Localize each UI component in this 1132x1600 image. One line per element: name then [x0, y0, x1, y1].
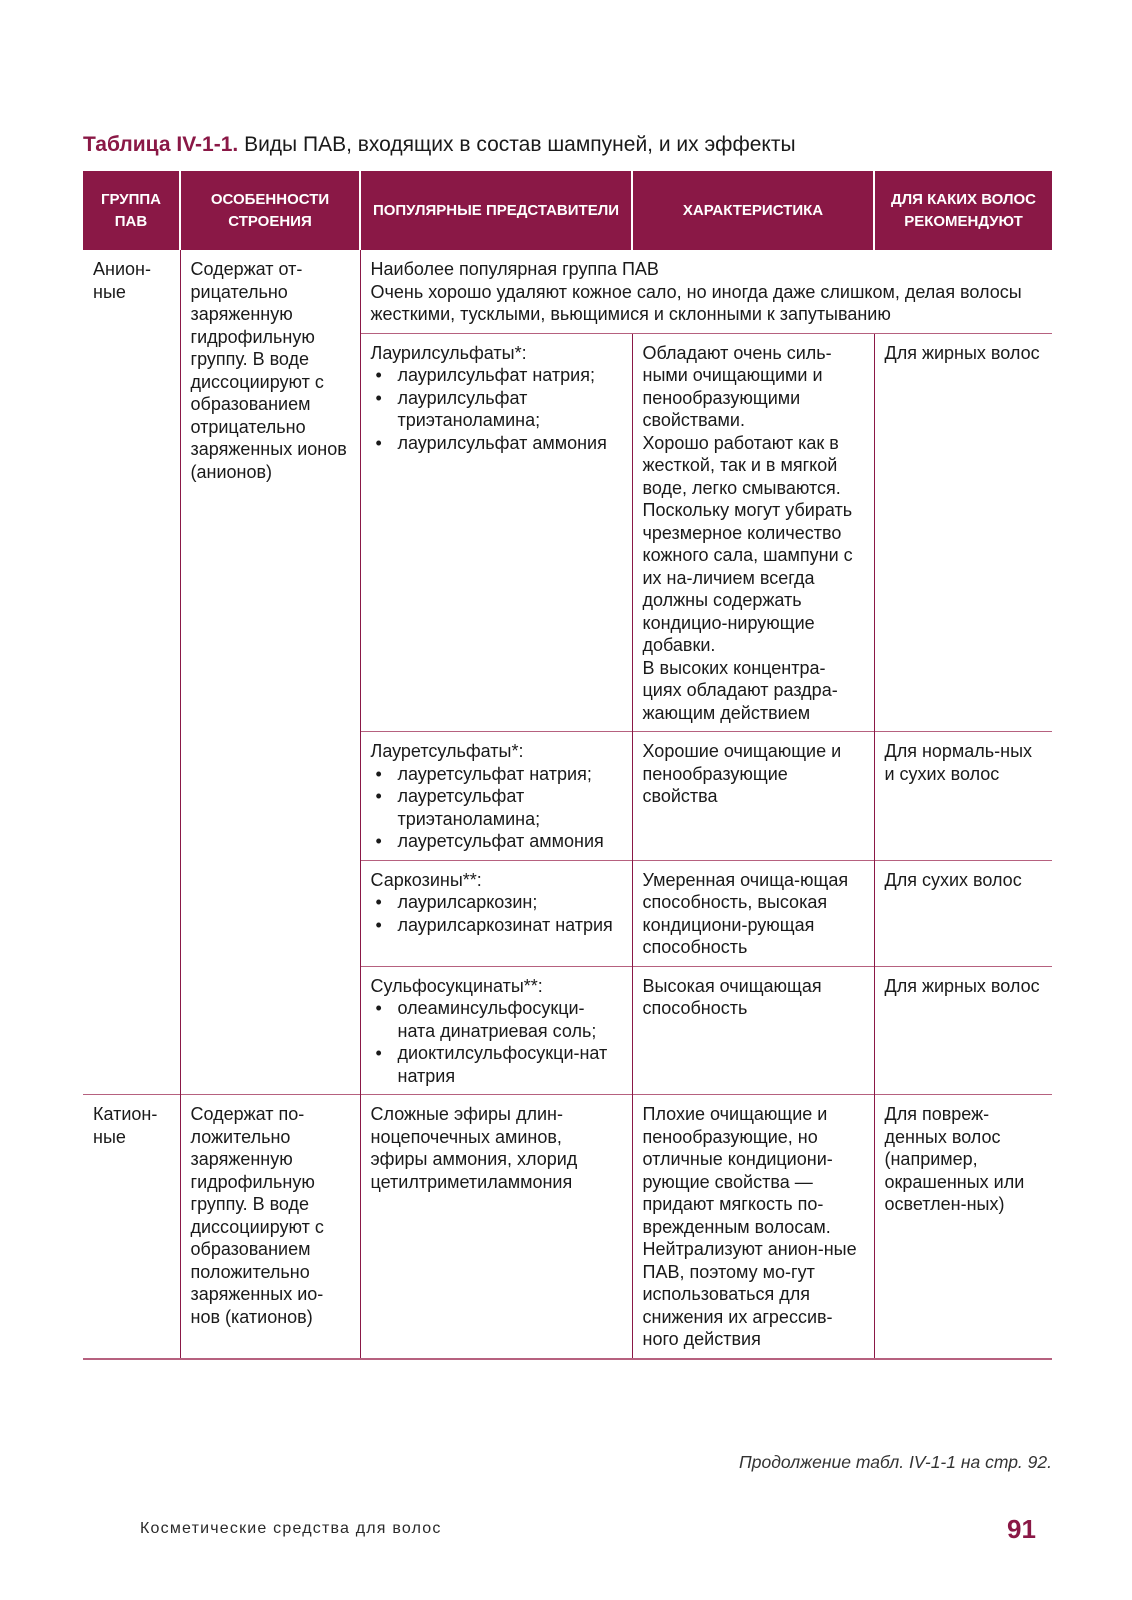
cell-structure-cationic: Содержат по-ложительно заряженную гидрофильную группу. В воде диссоциируют с образованием положительно заряженных ио-нов (катионов) — [180, 1095, 360, 1359]
cell-characteristic — [632, 860, 874, 966]
surfactants-table — [83, 171, 1052, 1360]
cell-representatives — [360, 966, 632, 1095]
characteristic-paragraph: Поскольку могут убирать чрезмерное количество кожного сала, шампуни с их на-личием всегда должны содержать кондицио-нирующие добавки. — [642, 500, 853, 655]
list-item: • лаурилсаркозин; — [371, 891, 622, 914]
header-representatives: ПОПУЛЯРНЫЕ ПРЕДСТАВИТЕЛИ — [360, 171, 632, 250]
cell-hair-type: Для сухих волос — [874, 860, 1052, 966]
cell-characteristic-cationic — [632, 1095, 874, 1359]
anionic-intro-description: Очень хорошо удаляют кожное сало, но иногда даже слишком, делая волосы жесткими, тусклыми, вьющимися и склонными к запутыванию — [370, 281, 1022, 324]
table-caption — [83, 132, 796, 158]
cell-hair-type-cationic: Для повреж-денных волос (например, окрашенных или осветлен-ных) — [874, 1095, 1052, 1359]
list-item: • лаурилсаркозинат натрия — [371, 914, 622, 937]
table-caption-text: Виды ПАВ, входящих в состав шампуней, и их эффекты — [238, 133, 796, 156]
footer-section-title: Косметические средства для волос — [140, 1520, 442, 1537]
cell-structure-anionic: Содержат от-рицательно заряженную гидрофильную группу. В воде диссоциируют с образованием отрицательно заряженных ионов (анионов) — [180, 250, 360, 1095]
characteristic-paragraph: Умеренная очища-ющая способность, высокая кондициони-рующая способность — [642, 869, 849, 957]
characteristic-paragraph: Хорошо работают как в жесткой, так и в мягкой воде, легко смываются. — [642, 432, 841, 498]
list-item: • лауретсульфат аммония — [371, 830, 622, 853]
characteristic-paragraph: Плохие очищающие и пенообразующие, но отличные кондициони-рующие свойства — придают мягкость по-врежденным волосам. — [642, 1104, 833, 1237]
cell-hair-type: Для нормаль-ных и сухих волос — [874, 732, 1052, 861]
cell-hair-type: Для жирных волос — [874, 333, 1052, 732]
representative-list — [371, 997, 622, 1087]
list-item: • диоктилсульфосукци-нат натрия — [371, 1042, 622, 1087]
cell-characteristic — [632, 732, 874, 861]
header-group: ГРУППА ПАВ — [83, 171, 180, 250]
table-row-anionic-intro — [83, 250, 1052, 333]
characteristic-paragraph: Обладают очень силь-ными очищающими и пенообразующими свойствами. — [642, 342, 832, 430]
cell-representatives — [360, 732, 632, 861]
list-item: • лауретсульфат натрия; — [371, 763, 622, 786]
list-item: • лаурилсульфат аммония — [371, 432, 622, 455]
list-item: • олеаминсульфосукци-ната динатриевая соль; — [371, 997, 622, 1042]
cell-hair-type: Для жирных волос — [874, 966, 1052, 1095]
header-hair-type: ДЛЯ КАКИХ ВОЛОС РЕКОМЕНДУЮТ — [874, 171, 1052, 250]
header-structure: ОСОБЕННОСТИ СТРОЕНИЯ — [180, 171, 360, 250]
list-item: • лауретсульфат триэтаноламина; — [371, 785, 622, 830]
cell-representatives-cationic: Сложные эфиры длин-ноцепочечных аминов, эфиры аммония, хлорид цетилтриметиламмония — [360, 1095, 632, 1359]
list-item: • лаурилсульфат натрия; — [371, 364, 622, 387]
characteristic-paragraph: Высокая очищающая способность — [642, 975, 822, 1018]
anionic-intro-line: Наиболее популярная группа ПАВ — [370, 259, 659, 279]
characteristic-paragraph: Нейтрализуют анион-ные ПАВ, поэтому мо-гут использоваться для снижения их агрессив-ного действия — [642, 1239, 857, 1349]
cell-anionic-intro — [360, 250, 1052, 333]
representative-list — [371, 364, 622, 454]
cell-group-anionic: Анион-ные — [93, 259, 151, 302]
representative-title: Саркозины**: — [370, 869, 482, 890]
header-characteristic: ХАРАКТЕРИСТИКА — [632, 171, 874, 250]
representative-title: Сульфосукцинаты**: — [370, 975, 543, 996]
characteristic-paragraph: Хорошие очищающие и пенообразующие свойства — [642, 741, 842, 806]
representative-title: Лаурилсульфаты*: — [370, 342, 527, 363]
continuation-note: Продолжение табл. IV-1-1 на стр. 92. — [739, 1452, 1052, 1472]
representative-list — [371, 763, 622, 853]
table-caption-label: Таблица IV-1-1. — [83, 133, 239, 156]
cell-representatives — [360, 333, 632, 732]
cell-group-cationic: Катион-ные — [83, 1095, 180, 1359]
characteristic-paragraph: В высоких концентра-циях обладают раздра-жающим действием — [642, 657, 838, 723]
list-item: • лаурилсульфат триэтаноламина; — [371, 387, 622, 432]
page-number: 91 — [1007, 1514, 1036, 1544]
representative-list — [371, 891, 622, 936]
table-header-row — [83, 171, 1052, 250]
cell-characteristic — [632, 966, 874, 1095]
representative-title: Лауретсульфаты*: — [370, 741, 524, 761]
cell-representatives — [360, 860, 632, 966]
cell-characteristic — [632, 333, 874, 732]
table-row-cationic — [83, 1095, 1052, 1359]
